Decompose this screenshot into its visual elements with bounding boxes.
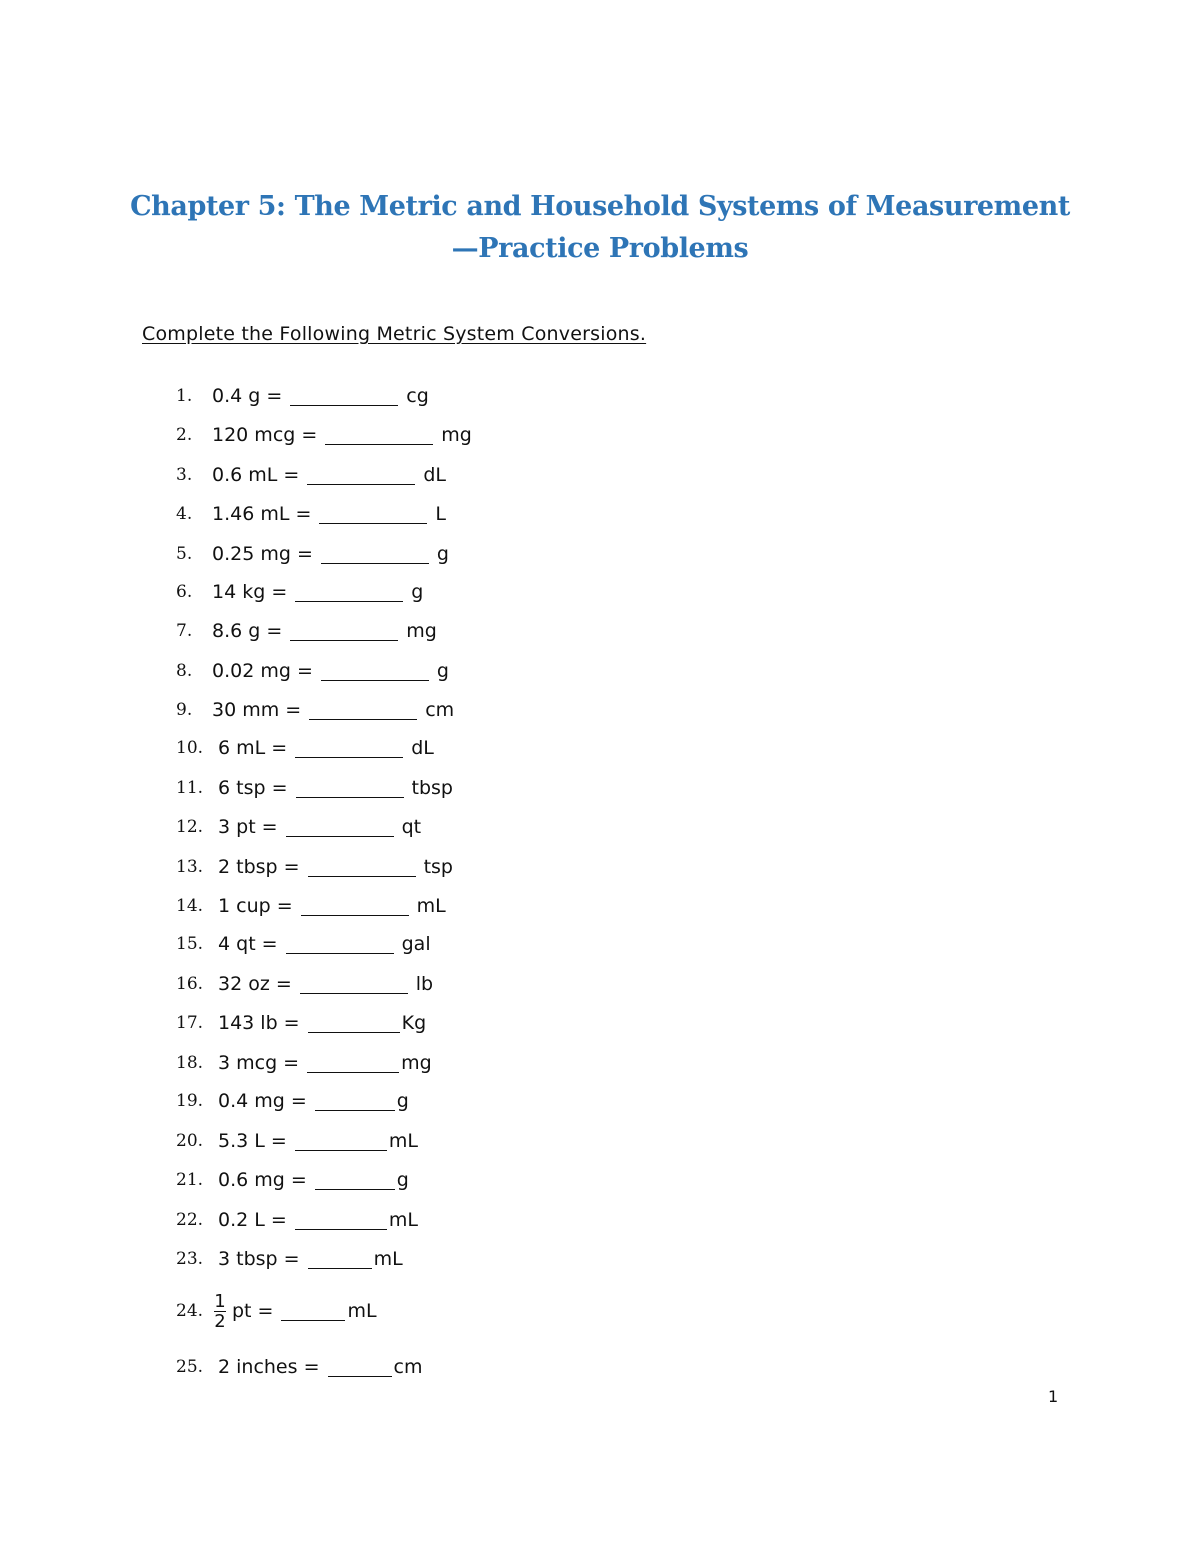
problem-item [176,1168,409,1192]
problem-unit: g [396,1090,409,1112]
problem-item [176,1289,377,1333]
instruction-heading: Complete the Following Metric System Conversions. [142,323,647,345]
problem-number: 3. [176,465,193,485]
problem-given: 0.4 g = [212,385,283,407]
problem-number: 13. [176,857,204,877]
answer-blank[interactable] [308,1250,372,1269]
problem-given: 0.2 L = [218,1209,287,1231]
problem-unit: mg [406,620,437,642]
problem-unit: g [396,1169,409,1191]
problem-number: 5. [176,544,193,564]
problem-number: 20. [176,1131,204,1151]
problem-item [176,463,446,487]
problem-unit: mL [388,1209,418,1231]
problem-unit: g [436,660,449,682]
problem-item [176,659,449,683]
problem-item [176,972,433,996]
problem-unit: qt [401,816,422,838]
problem-item [176,736,434,760]
problem-given: 0.6 mg = [218,1169,307,1191]
problem-number: 7. [176,621,193,641]
problem-given: 6 mL = [218,737,288,759]
problem-given: pt = [232,1300,274,1322]
problem-given: 0.02 mg = [212,660,313,682]
problem-item [176,502,446,526]
document-title [0,186,1200,270]
problem-unit: gal [401,933,431,955]
problem-item [176,1011,426,1035]
problem-item [176,855,453,879]
answer-blank[interactable] [325,426,433,445]
problem-given: 0.6 mL = [212,464,300,486]
problem-given: 3 mcg = [218,1052,300,1074]
problem-item [176,542,449,566]
problem-item [176,815,421,839]
answer-blank[interactable] [307,466,415,485]
problem-unit: dL [411,737,434,759]
fraction-numerator: 1 [214,1290,226,1312]
problem-given: 3 tbsp = [218,1248,300,1270]
page-number: 1 [1048,1387,1059,1406]
problem-number: 10. [176,738,204,758]
answer-blank[interactable] [301,897,409,916]
answer-blank[interactable] [296,779,404,798]
problem-unit: g [411,581,424,603]
problem-given: 0.4 mg = [218,1090,307,1112]
problem-item [176,698,454,722]
problem-item [176,776,453,800]
problem-unit: cm [425,699,455,721]
problem-item [176,1208,418,1232]
problem-unit: tbsp [411,777,453,799]
problem-number: 15. [176,934,204,954]
problem-item [176,894,446,918]
problem-unit: mL [373,1248,403,1270]
fraction-denominator: 2 [214,1310,226,1332]
problem-number: 12. [176,817,204,837]
problem-unit: L [435,503,446,525]
problem-given: 1.46 mL = [212,503,312,525]
answer-blank[interactable] [308,1014,400,1033]
answer-blank[interactable] [308,858,416,877]
title-line-2: —Practice Problems [451,233,749,264]
answer-blank[interactable] [290,387,398,406]
problem-number: 6. [176,582,193,602]
answer-blank[interactable] [328,1358,392,1377]
problem-number: 11. [176,778,204,798]
answer-blank[interactable] [319,505,427,524]
fraction [214,1292,226,1331]
problem-item [176,423,472,447]
problem-number: 22. [176,1210,204,1230]
problem-item [176,580,423,604]
problem-given: 32 oz = [218,973,292,995]
problem-given: 120 mcg = [212,424,318,446]
answer-blank[interactable] [286,935,394,954]
answer-blank[interactable] [321,662,429,681]
problem-number: 8. [176,661,193,681]
problem-number: 23. [176,1249,204,1269]
problem-item [176,384,429,408]
problem-unit: mg [441,424,472,446]
answer-blank[interactable] [300,975,408,994]
answer-blank[interactable] [290,622,398,641]
problem-number: 17. [176,1013,204,1033]
problem-unit: lb [415,973,434,995]
problem-unit: mL [416,895,446,917]
problem-given: 30 mm = [212,699,302,721]
problem-item [176,1089,409,1113]
problem-given: 3 pt = [218,816,278,838]
problem-given: 4 qt = [218,933,278,955]
problem-given: 8.6 g = [212,620,283,642]
problem-unit: mL [388,1130,418,1152]
problem-number: 4. [176,504,193,524]
problem-number: 2. [176,425,193,445]
problem-number: 14. [176,896,204,916]
title-line-1: Chapter 5: The Metric and Household Systems of Measurement [130,191,1070,222]
answer-blank[interactable] [295,739,403,758]
problem-number: 9. [176,700,193,720]
answer-blank[interactable] [295,583,403,602]
problem-unit: mL [347,1300,377,1322]
answer-blank[interactable] [295,1211,387,1230]
problem-given: 0.25 mg = [212,543,313,565]
answer-blank[interactable] [281,1302,345,1321]
problem-unit: mg [401,1052,432,1074]
problem-item [176,1051,432,1075]
problem-number: 16. [176,974,204,994]
problem-unit: g [436,543,449,565]
problem-given: 1 cup = [218,895,293,917]
problem-number: 21. [176,1170,204,1190]
problem-item [176,932,431,956]
problem-number: 24. [176,1301,204,1321]
problem-unit: dL [423,464,446,486]
answer-blank[interactable] [286,818,394,837]
answer-blank[interactable] [309,701,417,720]
answer-blank[interactable] [295,1132,387,1151]
problem-given: 6 tsp = [218,777,288,799]
answer-blank[interactable] [315,1092,395,1111]
problem-item [176,1247,403,1271]
problem-given: 143 lb = [218,1012,300,1034]
problem-unit: tsp [423,856,453,878]
problem-given: 14 kg = [212,581,288,603]
problem-given: 5.3 L = [218,1130,287,1152]
answer-blank[interactable] [321,545,429,564]
problem-item [176,1129,418,1153]
problem-unit: cm [393,1356,423,1378]
problem-given: 2 inches = [218,1356,320,1378]
problem-unit: Kg [401,1012,427,1034]
problem-number: 18. [176,1053,204,1073]
answer-blank[interactable] [315,1171,395,1190]
problem-number: 25. [176,1357,204,1377]
answer-blank[interactable] [307,1054,399,1073]
problem-number: 19. [176,1091,204,1111]
problem-unit: cg [406,385,429,407]
problem-item [176,1355,422,1379]
problem-number: 1. [176,386,193,406]
problem-given: 2 tbsp = [218,856,300,878]
problem-item [176,619,437,643]
